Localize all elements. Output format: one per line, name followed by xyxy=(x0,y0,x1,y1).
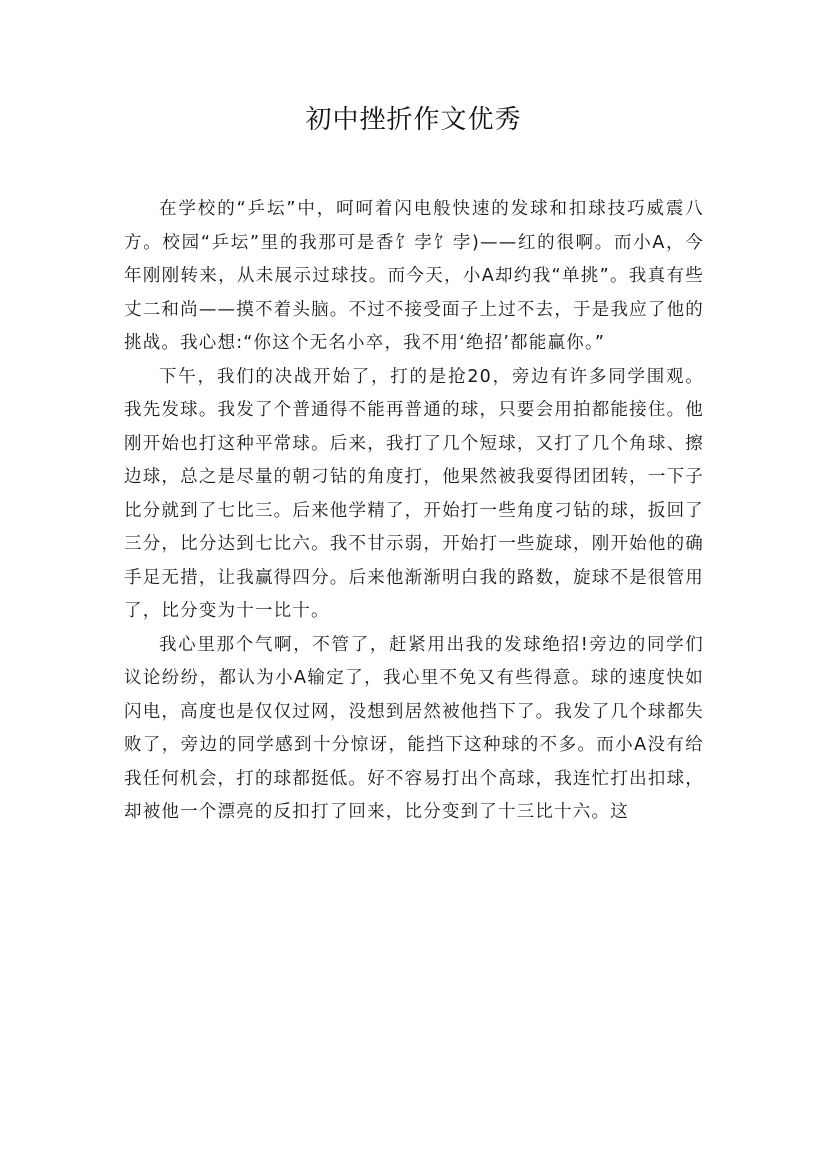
document-body xyxy=(124,193,704,830)
paragraph: 在学校的“乒坛”中，呵呵着闪电般快速的发球和扣球技巧威震八方。校园“乒坛”里的我那可是香饣孛饣孛)——红的很啊。而小A，今年刚刚转来，从未展示过球技。而今天，小A却约我“单挑”。我真有些丈二和尚——摸不着头脑。不过不接受面子上过不去，于是我应了他的挑战。我心想:“你这个无名小卒，我不用‘绝招’都能赢你。” xyxy=(124,199,704,353)
paragraph: 我心里那个气啊，不管了，赶紧用出我的发球绝招!旁边的同学们议论纷纷，都认为小A输定了，我心里不免又有些得意。球的速度快如闪电，高度也是仅仅过网，没想到居然被他挡下了。我发了几个球都失败了，旁边的同学感到十分惊讶，能挡下这种球的不多。而小A没有给我任何机会，打的球都挺低。好不容易打出个高球，我连忙打出扣球，却被他一个漂亮的反扣打了回来，比分变到了十三比十六。这 xyxy=(124,634,704,822)
document-title: 初中挫折作文优秀 xyxy=(305,105,522,135)
paragraph: 下午，我们的决战开始了，打的是抢20，旁边有许多同学围观。我先发球。我发了个普通得不能再普通的球，只要会用拍都能接住。他刚开始也打这种平常球。后来，我打了几个短球，又打了几个角球、擦边球，总之是尽量的朝刁钻的角度打，他果然被我耍得团团转，一下子比分就到了七比三。后来他学精了，开始打一些角度刁钻的球，扳回了三分，比分达到七比六。我不甘示弱，开始打一些旋球，刚开始他的确手足无措，让我赢得四分。后来他渐渐明白我的路数，旋球不是很管用了，比分变为十一比十。 xyxy=(124,366,704,621)
